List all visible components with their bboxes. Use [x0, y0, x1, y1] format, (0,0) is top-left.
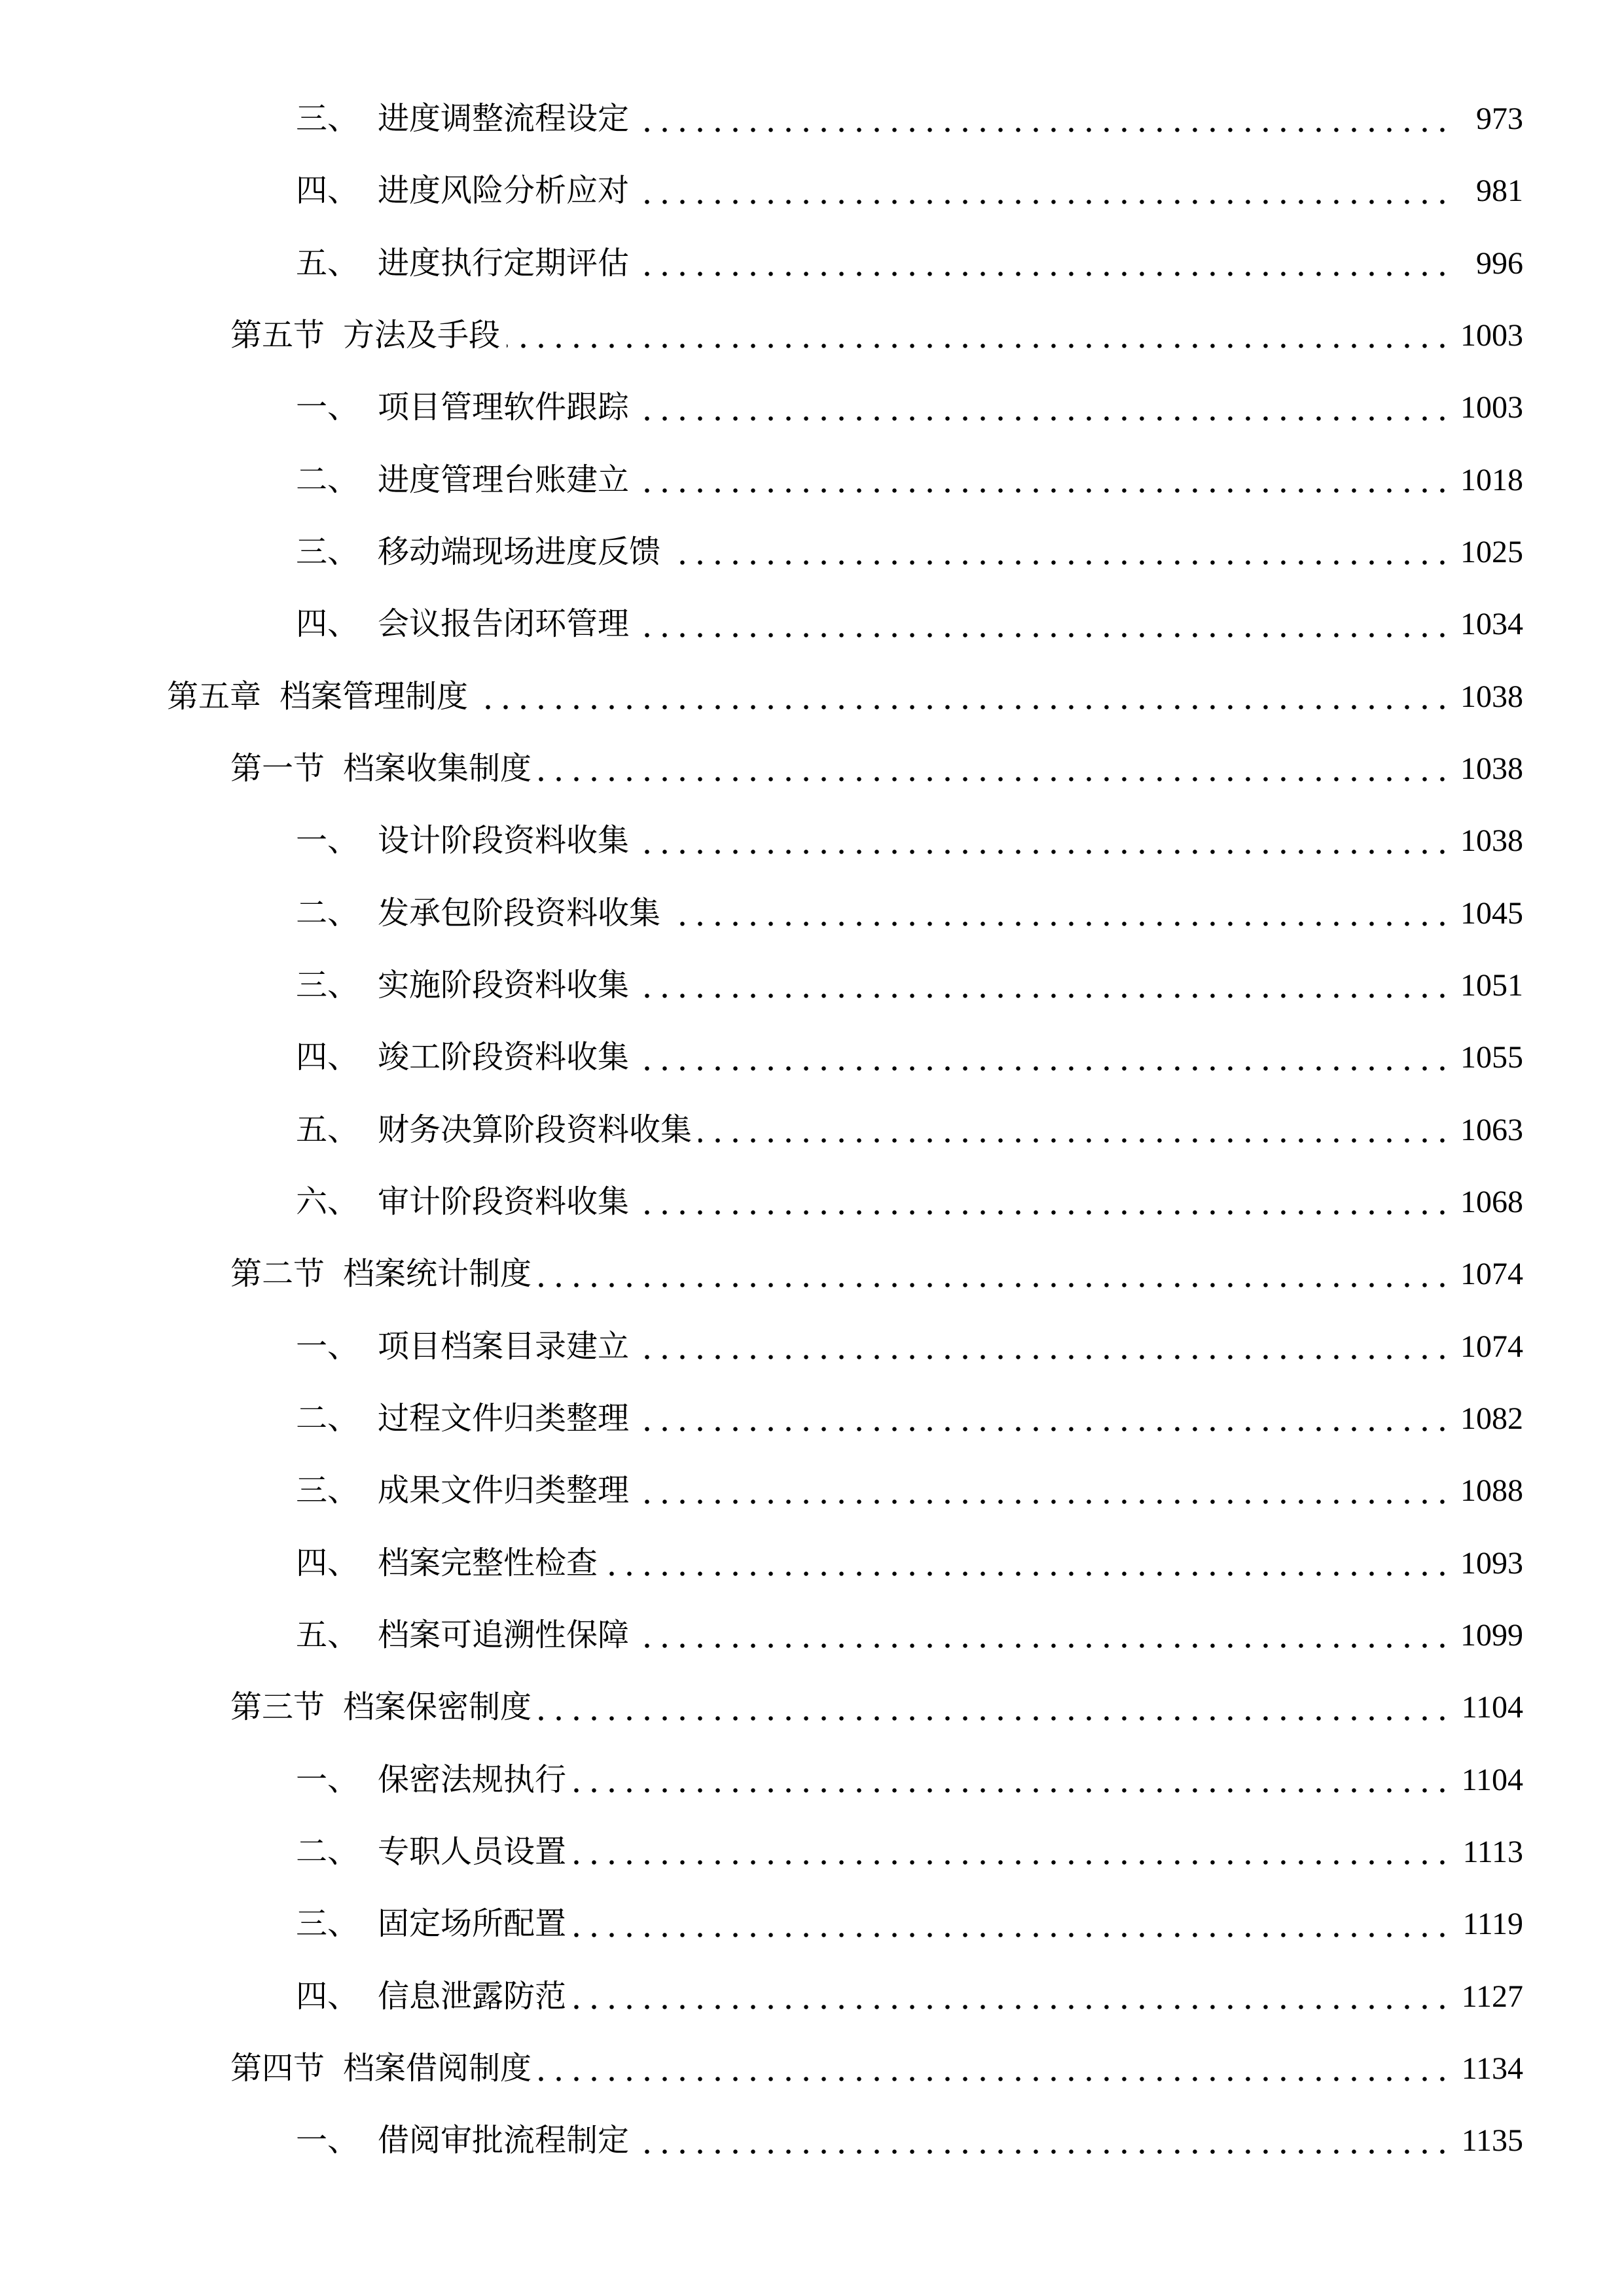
toc-entry-number: 三、 — [296, 1473, 359, 1509]
toc-entry-title: 成果文件归类整理 — [378, 1473, 630, 1509]
toc-entry-number: 三、 — [296, 101, 359, 136]
toc-entry-number: 第一节 — [230, 751, 325, 786]
page-number: 1003 — [1460, 317, 1523, 353]
page-number: 1055 — [1460, 1040, 1523, 1075]
dot-leader — [636, 83, 1451, 155]
toc-entry-title: 方法及手段 — [343, 317, 501, 353]
toc-entry-title: 过程文件归类整理 — [378, 1401, 630, 1436]
toc-entry-number: 二、 — [296, 1401, 359, 1436]
page-number: 1038 — [1460, 679, 1523, 714]
toc-entry-title: 会议报告闭环管理 — [378, 607, 630, 642]
toc-entry-title: 档案保密制度 — [343, 1690, 532, 1725]
toc-list — [0, 83, 1523, 2178]
dot-leader — [538, 733, 1451, 805]
toc-entry — [0, 805, 1523, 877]
toc-entry-number: 四、 — [296, 1979, 359, 2014]
page-number: 1082 — [1460, 1401, 1523, 1436]
toc-entry-title: 保密法规执行 — [378, 1762, 567, 1797]
dot-leader — [507, 300, 1451, 372]
toc-entry-number: 三、 — [296, 534, 359, 569]
toc-entry-number: 二、 — [296, 1834, 359, 1869]
toc-entry — [0, 2033, 1523, 2105]
page-number: 1104 — [1461, 1762, 1523, 1797]
page-number: 1038 — [1460, 823, 1523, 859]
toc-entry-number: 四、 — [296, 607, 359, 642]
toc-entry-number: 第五章 — [167, 679, 262, 714]
toc-entry-number: 五、 — [296, 245, 359, 281]
dot-leader — [636, 1600, 1451, 1672]
page-number: 1051 — [1460, 967, 1523, 1003]
dot-leader — [636, 2105, 1451, 2177]
toc-entry-title: 实施阶段资料收集 — [378, 967, 630, 1003]
page-number: 1099 — [1460, 1617, 1523, 1653]
toc-entry — [0, 661, 1523, 733]
toc-entry-number: 六、 — [296, 1184, 359, 1219]
toc-entry — [0, 588, 1523, 660]
toc-entry-number: 一、 — [296, 390, 359, 425]
dot-leader — [636, 1166, 1451, 1238]
toc-entry — [0, 1238, 1523, 1310]
dot-leader — [573, 1816, 1451, 1888]
toc-entry — [0, 1528, 1523, 1600]
toc-entry — [0, 1022, 1523, 1094]
page-number: 1074 — [1460, 1329, 1523, 1364]
toc-entry — [0, 878, 1523, 950]
toc-entry-title: 借阅审批流程制定 — [378, 2123, 630, 2159]
toc-entry — [0, 1311, 1523, 1383]
toc-entry-title: 档案借阅制度 — [343, 2051, 532, 2086]
toc-entry-title: 项目档案目录建立 — [378, 1329, 630, 1364]
toc-entry-title: 审计阶段资料收集 — [378, 1184, 630, 1219]
toc-entry-title: 档案收集制度 — [343, 751, 532, 786]
toc-entry-number: 三、 — [296, 967, 359, 1003]
toc-entry-title: 专职人员设置 — [378, 1834, 567, 1869]
dot-leader — [636, 228, 1451, 300]
page-number: 1088 — [1460, 1473, 1523, 1509]
page-number: 1025 — [1460, 534, 1523, 569]
toc-entry-title: 设计阶段资料收集 — [378, 823, 630, 859]
dot-leader — [636, 444, 1451, 516]
dot-leader — [636, 155, 1451, 227]
dot-leader — [636, 372, 1451, 444]
toc-entry-number: 四、 — [296, 1545, 359, 1581]
toc-entry-number: 三、 — [296, 1907, 359, 1942]
toc-entry-number: 第二节 — [230, 1257, 325, 1292]
toc-entry-number: 一、 — [296, 823, 359, 859]
dot-leader — [475, 661, 1451, 733]
toc-entry-title: 档案管理制度 — [280, 679, 469, 714]
page-number: 1135 — [1461, 2123, 1523, 2159]
toc-entry-number: 第四节 — [230, 2051, 325, 2086]
dot-leader — [636, 1311, 1451, 1383]
toc-entry — [0, 1961, 1523, 2033]
toc-entry-number: 一、 — [296, 1329, 359, 1364]
dot-leader — [636, 1455, 1451, 1527]
toc-entry — [0, 1455, 1523, 1527]
page-number: 1068 — [1460, 1184, 1523, 1219]
toc-entry — [0, 2105, 1523, 2177]
toc-entry — [0, 1600, 1523, 1672]
page-number: 973 — [1476, 101, 1523, 136]
page-number: 1034 — [1460, 607, 1523, 642]
toc-entry-number: 二、 — [296, 462, 359, 497]
toc-entry-number: 一、 — [296, 1762, 359, 1797]
toc-entry — [0, 1672, 1523, 1744]
toc-entry-title: 竣工阶段资料收集 — [378, 1040, 630, 1075]
toc-entry — [0, 155, 1523, 227]
toc-entry — [0, 444, 1523, 516]
toc-entry — [0, 83, 1523, 155]
toc-entry — [0, 733, 1523, 805]
page-number: 1119 — [1462, 1907, 1523, 1942]
dot-leader — [573, 1744, 1451, 1816]
toc-entry-title: 信息泄露防范 — [378, 1979, 567, 2014]
dot-leader — [604, 1528, 1451, 1600]
toc-entry-title: 财务决算阶段资料收集 — [378, 1112, 693, 1147]
dot-leader — [636, 950, 1451, 1022]
toc-entry-number: 五、 — [296, 1617, 359, 1653]
page-number: 996 — [1476, 245, 1523, 281]
toc-entry — [0, 228, 1523, 300]
page-number: 1038 — [1460, 751, 1523, 786]
dot-leader — [538, 2033, 1451, 2105]
dot-leader — [698, 1094, 1451, 1166]
toc-entry-number: 四、 — [296, 173, 359, 209]
toc-entry-number: 一、 — [296, 2123, 359, 2159]
page-number: 1074 — [1460, 1257, 1523, 1292]
page-number: 1003 — [1460, 390, 1523, 425]
toc-entry-number: 五、 — [296, 1112, 359, 1147]
dot-leader — [636, 1383, 1451, 1455]
dot-leader — [573, 1961, 1451, 2033]
dot-leader — [667, 878, 1451, 950]
toc-entry-title: 发承包阶段资料收集 — [378, 895, 661, 931]
toc-entry — [0, 1744, 1523, 1816]
toc-entry — [0, 372, 1523, 444]
page-number: 1104 — [1461, 1690, 1523, 1725]
toc-entry-number: 二、 — [296, 895, 359, 931]
page-number: 1045 — [1460, 895, 1523, 931]
toc-entry — [0, 1166, 1523, 1238]
page-number: 1127 — [1461, 1979, 1523, 2014]
dot-leader — [636, 1022, 1451, 1094]
toc-entry-number: 第三节 — [230, 1690, 325, 1725]
toc-entry — [0, 1816, 1523, 1888]
toc-entry — [0, 1094, 1523, 1166]
dot-leader — [573, 1888, 1451, 1960]
dot-leader — [636, 805, 1451, 877]
toc-entry-title: 进度风险分析应对 — [378, 173, 630, 209]
toc-entry-number: 第五节 — [230, 317, 325, 353]
toc-entry-number: 四、 — [296, 1040, 359, 1075]
toc-entry — [0, 1888, 1523, 1960]
page-number: 1093 — [1460, 1545, 1523, 1581]
page-number: 981 — [1476, 173, 1523, 209]
page-number: 1018 — [1460, 462, 1523, 497]
toc-entry-title: 进度调整流程设定 — [378, 101, 630, 136]
page-number: 1113 — [1462, 1834, 1523, 1869]
toc-entry — [0, 950, 1523, 1022]
dot-leader — [538, 1238, 1451, 1310]
toc-entry-title: 固定场所配置 — [378, 1907, 567, 1942]
toc-entry — [0, 300, 1523, 372]
dot-leader — [538, 1672, 1451, 1744]
dot-leader — [636, 588, 1451, 660]
page-number: 1134 — [1461, 2051, 1523, 2086]
toc-entry-title: 项目管理软件跟踪 — [378, 390, 630, 425]
toc-entry — [0, 516, 1523, 588]
toc-entry-title: 档案完整性检查 — [378, 1545, 598, 1581]
toc-entry — [0, 1383, 1523, 1455]
toc-entry-title: 档案可追溯性保障 — [378, 1617, 630, 1653]
toc-entry-title: 档案统计制度 — [343, 1257, 532, 1292]
toc-entry-title: 移动端现场进度反馈 — [378, 534, 661, 569]
toc-entry-title: 进度管理台账建立 — [378, 462, 630, 497]
page-number: 1063 — [1460, 1112, 1523, 1147]
dot-leader — [667, 516, 1451, 588]
toc-entry-title: 进度执行定期评估 — [378, 245, 630, 281]
